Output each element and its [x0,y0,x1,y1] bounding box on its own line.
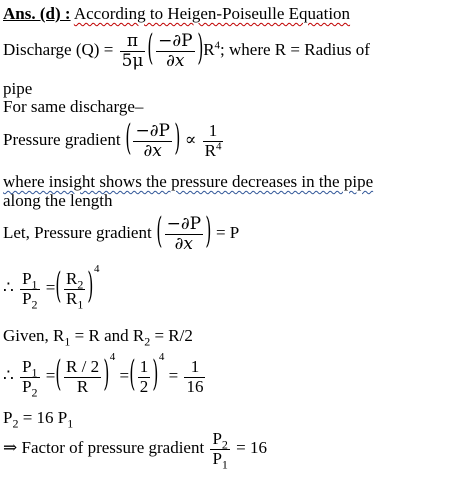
equals-16: = 16 [236,438,267,458]
result-line [3,408,74,431]
subscript: 2 [31,297,38,312]
ratio-equation [3,263,100,312]
therefore-symbol: ∴ [3,278,14,299]
implies-arrow-icon: ⇒ [3,438,18,459]
factor-line [3,429,267,472]
eq-sign: = [119,366,130,386]
eq-sign: = [168,366,179,386]
subscript: 2 [31,385,38,400]
left-paren: ( [55,266,62,309]
fraction-numerator: 1 [203,122,224,142]
p-symbol: P [22,357,32,376]
one-sixteenth [184,358,205,396]
fraction-numerator: π [120,32,146,52]
therefore-symbol: ∴ [3,366,14,387]
subscript: 1 [77,297,84,312]
right-paren: ) [174,118,181,161]
right-paren: ) [152,354,159,397]
fraction-denominator: 2 [139,376,149,396]
radius-symbol: R [204,140,216,160]
fraction-denominator: R [76,376,89,396]
insight-line-1 [3,172,373,192]
answer-label: Ans. (d) : [3,4,71,23]
equals-p: = P [215,223,240,243]
let-label: Let, Pressure gradient [3,223,152,243]
fraction-denominator: 16 [186,376,204,396]
p-ratio [20,357,39,400]
pipe-wrap: pipe [3,79,33,98]
left-paren: ( [125,118,132,161]
fraction-denominator: ∂x [174,233,194,254]
p-symbol: P [212,429,222,448]
given-text: = R/2 [150,326,193,345]
left-paren: ( [129,354,136,397]
left-paren: ( [55,354,62,397]
left-paren: ( [156,211,163,254]
fraction-denominator [210,448,229,472]
fraction-numerator [64,270,85,290]
insight-text: where insight shows the pressure decreases in the pipe [3,172,374,191]
fraction-denominator [20,288,39,312]
power: 4 [158,351,165,364]
one-half [138,358,151,396]
power: 4 [94,263,100,276]
pressure-gradient-label: Pressure gradient [3,130,121,150]
eq-sign: = [45,366,56,386]
subscript: 2 [77,277,84,292]
r-half-over-r [64,358,101,396]
fraction-numerator: −∂P [135,121,170,141]
given-text: Given, R [3,326,65,345]
where-clause: ; where R = Radius of [220,40,370,60]
insight-line-2: along the length [3,191,113,210]
subscript: 2 [12,416,19,431]
subscript: 1 [67,416,74,431]
subscript: 2 [221,437,228,452]
p2-over-p1 [210,429,229,472]
discharge-label: Discharge (Q) [3,40,100,60]
fraction-numerator: 1 [184,358,205,378]
fraction-numerator [20,358,39,378]
fraction-denominator [20,376,39,400]
r-symbol: R [66,288,78,308]
given-text: = R and R [70,326,145,345]
fraction-denominator: 5μ [121,50,144,71]
factor-label: Factor of pressure gradient [21,438,205,458]
eq-sign: = [103,40,114,60]
one-over-r4 [203,122,224,160]
given-line [3,326,193,349]
left-paren: ( [147,28,154,71]
right-paren: ) [196,28,203,71]
fraction-numerator [20,270,39,290]
fraction-numerator: −∂P [158,31,193,51]
power: 4 [109,351,116,364]
radius-symbol: R [203,40,215,60]
subscript: 1 [31,277,38,292]
right-paren: ) [87,266,94,309]
gradient-fraction [133,122,171,160]
p-symbol: P [22,288,32,308]
discharge-equation [3,28,370,71]
subscript: 1 [64,334,71,349]
r-ratio [64,269,85,312]
p-symbol: P [3,408,13,427]
answer-heading-line [3,4,350,24]
result-text: = 16 P [18,408,68,427]
fraction-denominator: ∂x [143,140,162,161]
p-ratio [20,269,39,312]
right-paren: ) [205,211,212,254]
subscript: 1 [31,365,38,380]
substitution-equation [3,351,207,400]
let-gradient-equation [3,211,240,254]
fraction-denominator [64,288,85,312]
p-symbol: P [22,376,32,396]
gradient-fraction [156,32,194,70]
fraction-denominator [203,142,224,161]
answer-heading: According to Heigen-Poiseulle Equation [73,4,351,23]
r-symbol: R [66,269,78,288]
fraction-numerator [210,430,229,450]
fraction-denominator: ∂x [166,50,185,71]
p-symbol: P [212,448,222,468]
pi-over-5mu [120,32,146,70]
subscript: 1 [221,457,228,472]
power: 4 [215,140,222,153]
proportional-symbol: ∝ [184,130,197,151]
fraction-numerator: −∂P [166,214,202,234]
power: 4 [214,39,221,52]
subscript: 2 [144,334,151,349]
gradient-fraction [165,215,203,253]
p-symbol: P [22,269,32,288]
fraction-numerator: 1 [139,357,149,376]
eq-sign: = [45,278,56,298]
same-discharge-line: For same discharge– [3,97,144,116]
proportionality-equation [3,118,225,161]
right-paren: ) [103,354,110,397]
fraction-numerator: R / 2 [66,357,100,376]
